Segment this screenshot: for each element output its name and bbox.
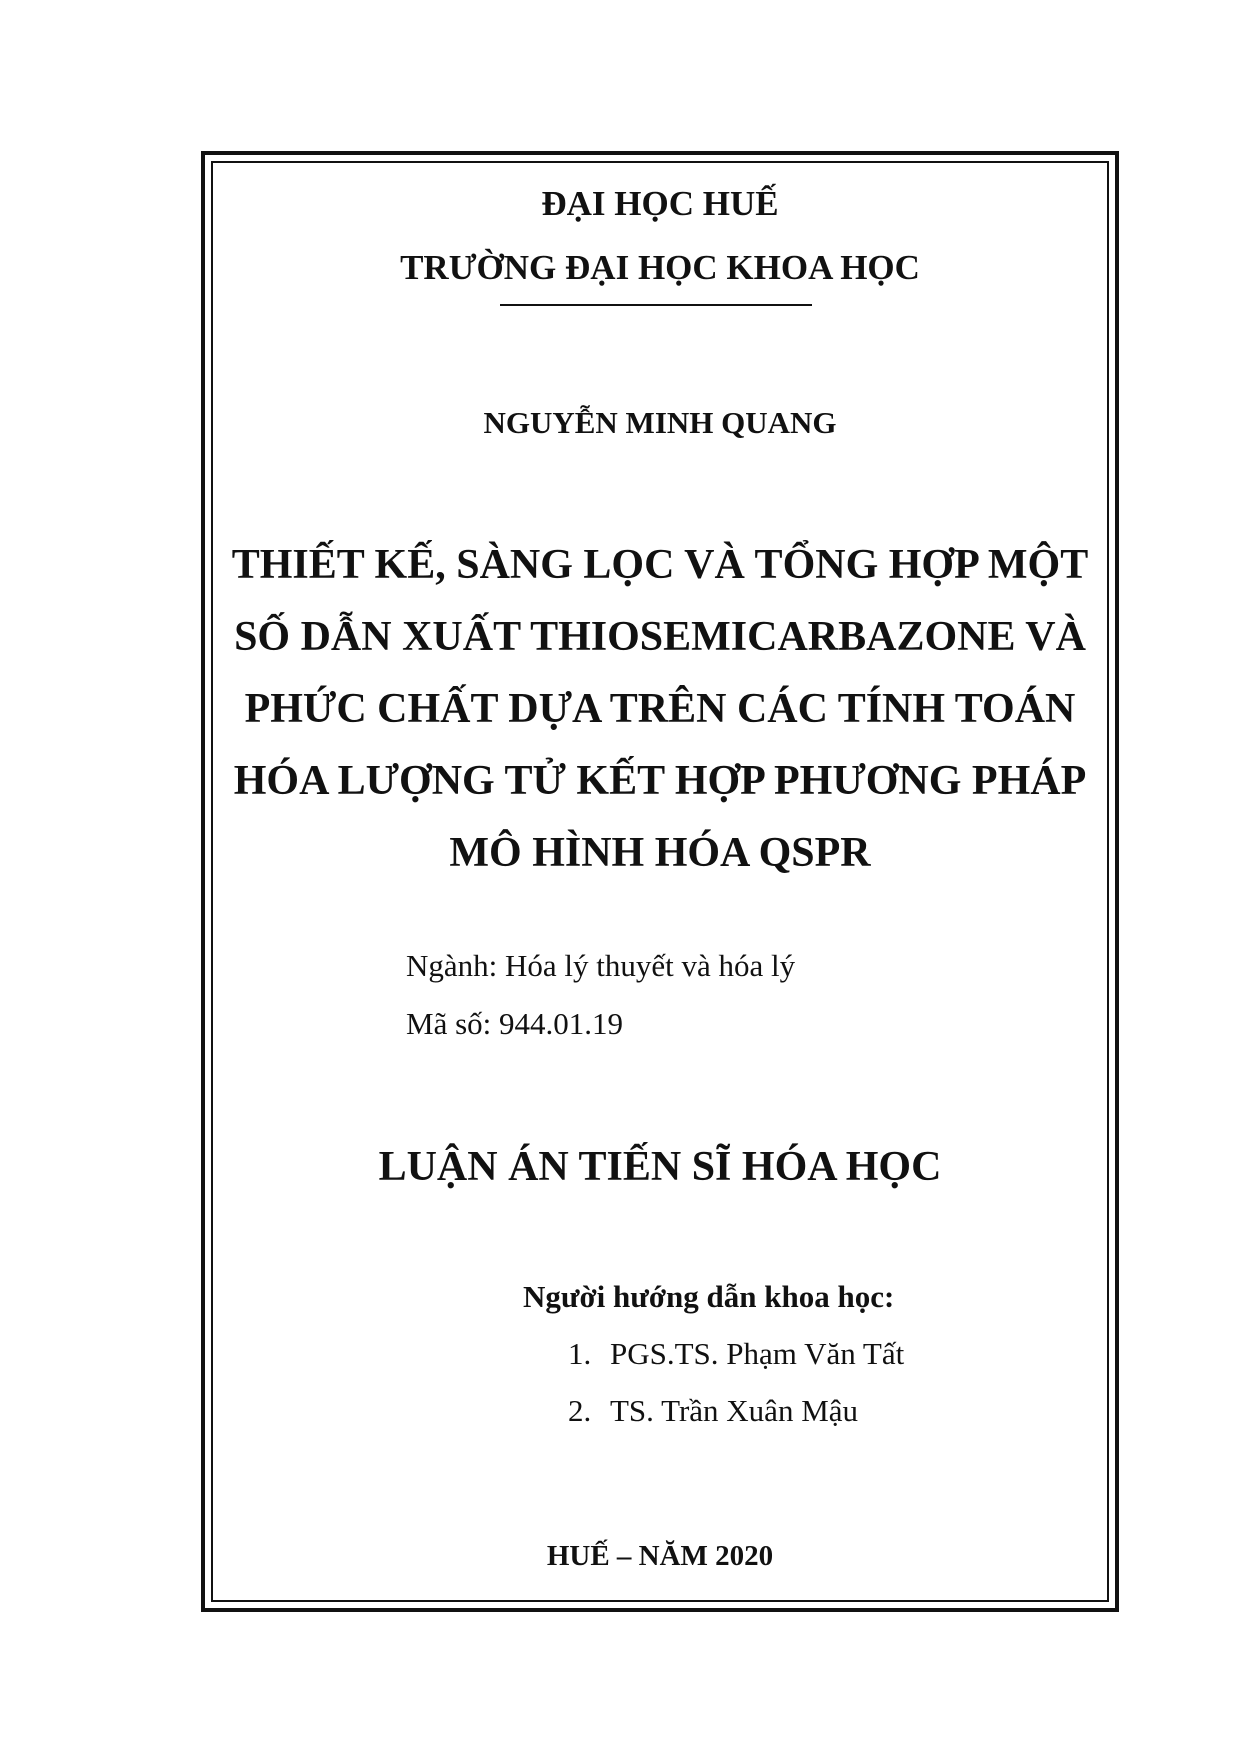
advisor-name: PGS.TS. Phạm Văn Tất (610, 1336, 905, 1371)
page-border-inner (211, 161, 1109, 1602)
advisor-item (568, 1336, 904, 1372)
major-label: Ngành: Hóa lý thuyết và hóa lý (406, 948, 796, 983)
advisor-name: TS. Trần Xuân Mậu (610, 1393, 859, 1428)
thesis-title-line: PHỨC CHẤT DỰA TRÊN CÁC TÍNH TOÁN (244, 686, 1076, 732)
faculty-name: TRƯỜNG ĐẠI HỌC KHOA HỌC (400, 248, 920, 287)
thesis-title-line: HÓA LƯỢNG TỬ KẾT HỢP PHƯƠNG PHÁP (233, 758, 1087, 804)
thesis-title-line: MÔ HÌNH HÓA QSPR (449, 830, 871, 876)
degree-title: LUẬN ÁN TIẾN SĨ HÓA HỌC (378, 1144, 942, 1190)
advisor-number: 1. (568, 1336, 592, 1371)
program-code: Mã số: 944.01.19 (406, 1006, 623, 1041)
thesis-title-line: THIẾT KẾ, SÀNG LỌC VÀ TỔNG HỢP MỘT (231, 542, 1089, 588)
header-divider (500, 304, 812, 306)
university-name: ĐẠI HỌC HUẾ (541, 184, 779, 223)
place-year: HUẾ – NĂM 2020 (546, 1540, 774, 1572)
advisor-number: 2. (568, 1393, 592, 1428)
advisor-heading: Người hướng dẫn khoa học: (523, 1279, 895, 1314)
author-name: NGUYỄN MINH QUANG (483, 405, 837, 440)
advisor-item (568, 1393, 858, 1429)
thesis-title-line: SỐ DẪN XUẤT THIOSEMICARBAZONE VÀ (234, 614, 1086, 660)
